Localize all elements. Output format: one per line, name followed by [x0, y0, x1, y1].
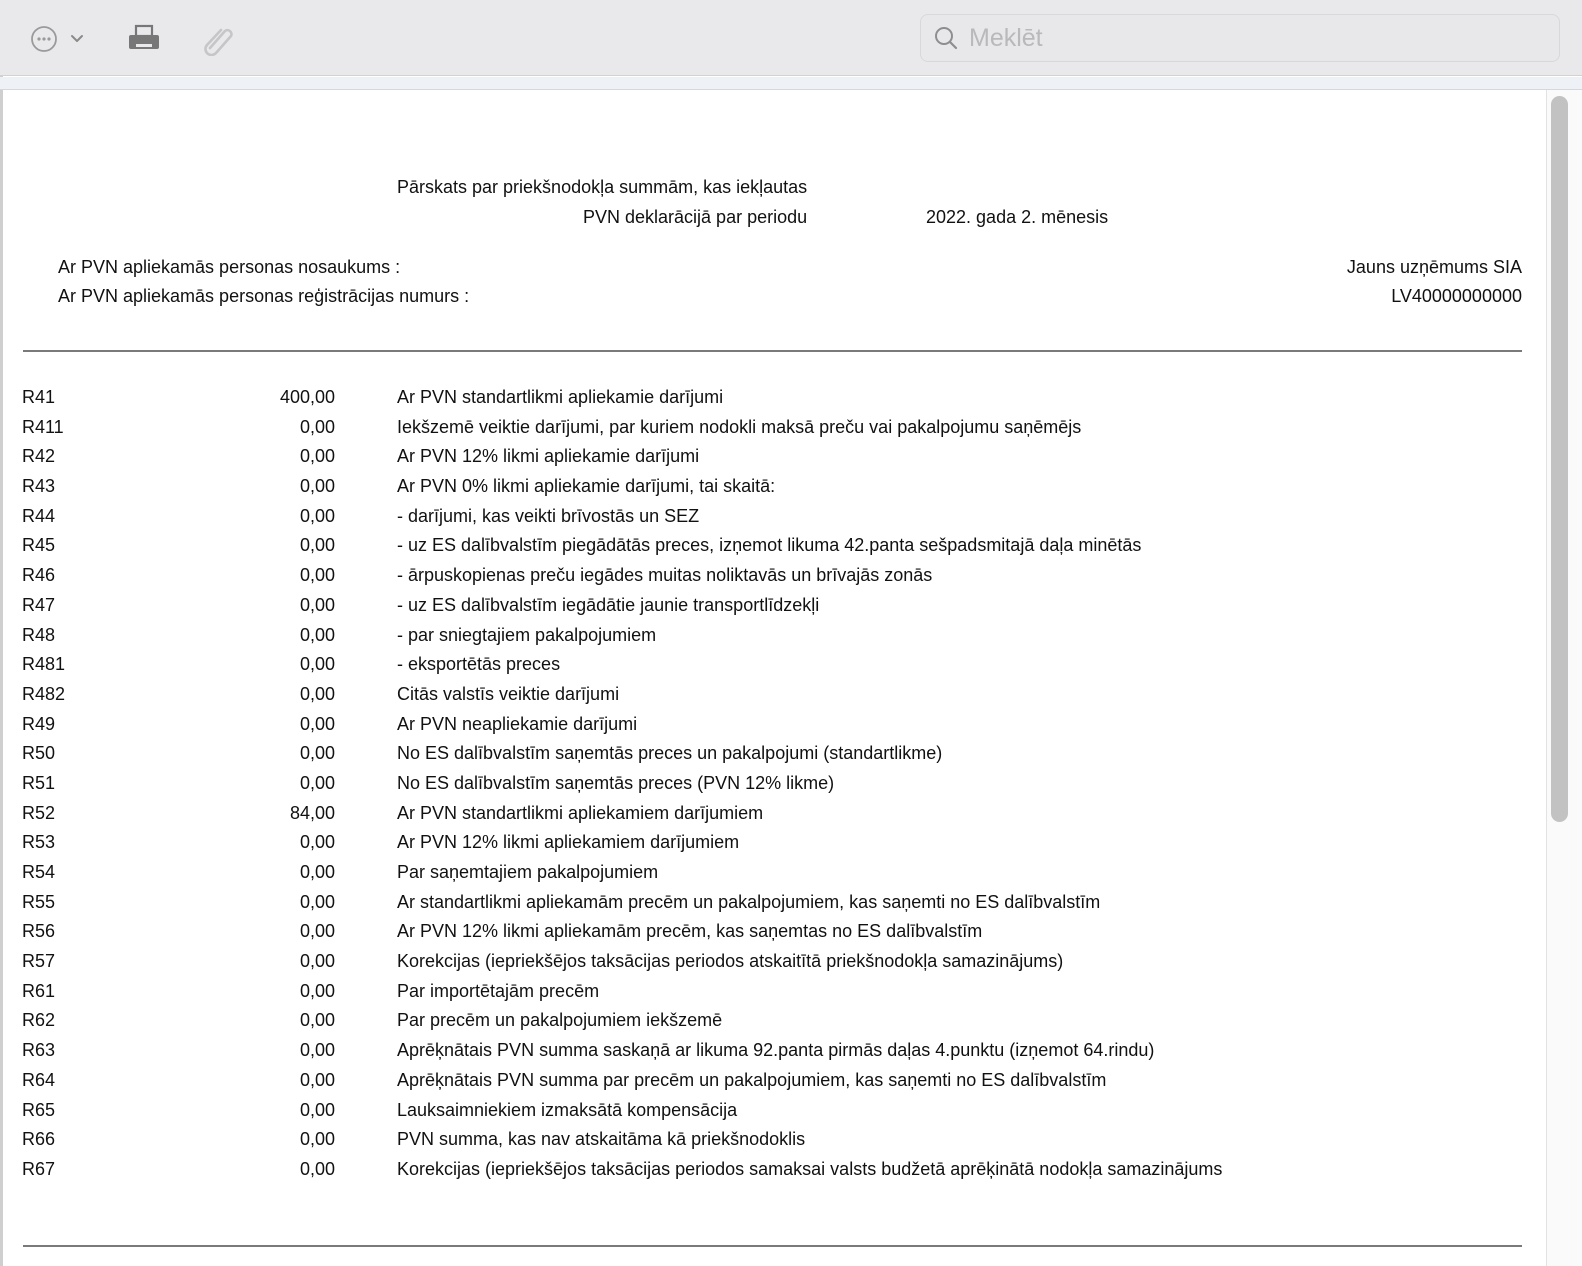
table-row — [0, 862, 1546, 892]
row-description: Korekcijas (iepriekšējos taksācijas periodos atskaitītā priekšnodokļa samazinājums) — [397, 951, 1064, 972]
row-amount: 0,00 — [299, 654, 335, 675]
row-amount: 0,00 — [299, 772, 335, 793]
row-description: Ar PVN standartlikmi apliekamiem darījumiem — [397, 802, 764, 823]
row-amount: 0,00 — [299, 713, 335, 734]
row-code: R411 — [22, 416, 64, 437]
row-amount: 0,00 — [299, 535, 335, 556]
printer-icon — [127, 24, 161, 54]
row-description: No ES dalībvalstīm saņemtās preces un pakalpojumi (standartlikme) — [397, 743, 943, 764]
row-amount: 0,00 — [299, 683, 335, 704]
table-row — [0, 921, 1546, 951]
row-amount: 0,00 — [299, 951, 335, 972]
row-description: - uz ES dalībvalstīm iegādātie jaunie transportlīdzekļi — [397, 594, 820, 615]
row-description: - uz ES dalībvalstīm piegādātās preces, izņemot likuma 42.panta sešpadsmitajā daļa minētās — [397, 535, 1142, 556]
table-row — [0, 832, 1546, 862]
row-code: R51 — [22, 772, 56, 793]
row-description: No ES dalībvalstīm saņemtās preces (PVN 12% likme) — [397, 772, 835, 793]
table-row — [0, 417, 1546, 447]
search-box[interactable] — [920, 14, 1560, 62]
table-row — [0, 506, 1546, 536]
table-row — [0, 1159, 1546, 1189]
row-amount: 0,00 — [299, 980, 335, 1001]
divider-bottom — [23, 1245, 1522, 1247]
table-row — [0, 476, 1546, 506]
row-code: R62 — [22, 1010, 56, 1031]
registration-number-value: LV40000000000 — [1391, 286, 1522, 306]
row-amount: 0,00 — [299, 891, 335, 912]
attach-button[interactable] — [198, 20, 238, 58]
row-code: R56 — [22, 921, 56, 942]
taxpayer-name-value: Jauns uzņēmums SIA — [1346, 257, 1522, 277]
table-row — [0, 714, 1546, 744]
row-description: - par sniegtajiem pakalpojumiem — [397, 624, 657, 645]
row-code: R48 — [22, 624, 56, 645]
row-description: Par precēm un pakalpojumiem iekšzemē — [397, 1010, 723, 1031]
table-row — [0, 1129, 1546, 1159]
row-code: R45 — [22, 535, 56, 556]
table-row — [0, 625, 1546, 655]
row-amount: 0,00 — [299, 1099, 335, 1120]
row-description: - eksportētās preces — [397, 654, 561, 675]
table-row — [0, 387, 1546, 417]
row-description: - darījumi, kas veikti brīvostās un SEZ — [397, 505, 700, 526]
row-code: R481 — [22, 654, 66, 675]
report-title: Pārskats par priekšnodokļa summām, kas iekļautas — [397, 177, 808, 197]
table-row — [0, 1010, 1546, 1040]
row-description: Iekšzemē veiktie darījumi, par kuriem nodokli maksā preču vai pakalpojumu saņēmējs — [397, 416, 1082, 437]
report-document — [0, 90, 1546, 1266]
row-amount: 0,00 — [299, 832, 335, 853]
row-code: R53 — [22, 832, 56, 853]
more-actions-button[interactable] — [28, 22, 92, 56]
row-description: - ārpuskopienas preču iegādes muitas noliktavās un brīvajās zonās — [397, 565, 933, 586]
row-amount: 0,00 — [299, 1010, 335, 1031]
row-amount: 0,00 — [299, 446, 335, 467]
registration-number-label: Ar PVN apliekamās personas reģistrācijas numurs : — [58, 286, 470, 306]
row-code: R55 — [22, 891, 56, 912]
row-code: R42 — [22, 446, 56, 467]
row-amount: 0,00 — [299, 594, 335, 615]
table-row — [0, 803, 1546, 833]
paperclip-icon — [201, 22, 235, 56]
row-code: R49 — [22, 713, 56, 734]
table-row — [0, 981, 1546, 1011]
row-amount: 0,00 — [299, 921, 335, 942]
row-code: R52 — [22, 802, 56, 823]
row-code: R66 — [22, 1129, 56, 1150]
row-amount: 0,00 — [299, 1129, 335, 1150]
table-row — [0, 1100, 1546, 1130]
row-code: R41 — [22, 387, 56, 407]
toolbar — [0, 0, 1582, 76]
table-row — [0, 892, 1546, 922]
row-description: Korekcijas (iepriekšējos taksācijas periodos samaksai valsts budžetā aprēķinātā nodokļa samazinājums — [397, 1158, 1223, 1179]
search-icon — [933, 25, 959, 51]
row-description: Ar PVN 0% likmi apliekamie darījumi, tai skaitā: — [397, 476, 776, 497]
report-rows — [0, 387, 1546, 1189]
row-code: R65 — [22, 1099, 56, 1120]
table-row — [0, 773, 1546, 803]
row-description: Ar PVN 12% likmi apliekamie darījumi — [397, 446, 700, 467]
row-description: PVN summa, kas nav atskaitāma kā priekšnodoklis — [397, 1129, 806, 1150]
row-code: R47 — [22, 594, 56, 615]
table-row — [0, 1040, 1546, 1070]
row-description: Ar PVN 12% likmi apliekamiem darījumiem — [397, 832, 740, 853]
scrollbar-thumb[interactable] — [1551, 96, 1568, 822]
row-amount: 0,00 — [299, 1040, 335, 1061]
row-description: Par saņemtajiem pakalpojumiem — [397, 862, 659, 882]
row-code: R54 — [22, 862, 56, 882]
row-description: Citās valstīs veiktie darījumi — [397, 683, 620, 704]
table-row — [0, 743, 1546, 773]
row-code: R64 — [22, 1069, 56, 1090]
row-amount: 0,00 — [299, 1158, 335, 1179]
row-amount: 0,00 — [299, 476, 335, 497]
row-code: R46 — [22, 565, 56, 586]
row-code: R63 — [22, 1040, 56, 1061]
row-description: Aprēķnātais PVN summa saskaņā ar likuma 92.panta pirmās daļas 4.punktu (izņemot 64.rindu) — [397, 1040, 1155, 1061]
row-description: Ar PVN standartlikmi apliekamie darījumi — [397, 387, 724, 407]
row-code: R67 — [22, 1158, 56, 1179]
row-description: Ar PVN 12% likmi apliekamām precēm, kas saņemtas no ES dalībvalstīm — [397, 921, 983, 942]
row-amount: 0,00 — [299, 565, 335, 586]
row-description: Lauksaimniekiem izmaksātā kompensācija — [397, 1099, 738, 1120]
ellipsis-circle-icon — [28, 22, 92, 56]
taxpayer-name-label: Ar PVN apliekamās personas nosaukums : — [58, 257, 401, 277]
row-code: R50 — [22, 743, 56, 764]
divider-top — [23, 350, 1522, 352]
table-row — [0, 951, 1546, 981]
row-amount: 0,00 — [299, 862, 335, 882]
header-divider — [0, 77, 1582, 90]
row-code: R43 — [22, 476, 56, 497]
table-row — [0, 1070, 1546, 1100]
row-amount: 0,00 — [299, 505, 335, 526]
chevron-down-icon — [72, 36, 82, 41]
print-button[interactable] — [124, 20, 164, 58]
table-row — [0, 535, 1546, 565]
table-row — [0, 684, 1546, 714]
table-row — [0, 565, 1546, 595]
table-row — [0, 446, 1546, 476]
row-amount: 0,00 — [299, 624, 335, 645]
report-period: 2022. gada 2. mēnesis — [926, 207, 1109, 227]
row-description: Ar standartlikmi apliekamām precēm un pakalpojumiem, kas saņemti no ES dalībvalstīm — [397, 891, 1101, 912]
row-description: Par importētajām precēm — [397, 980, 600, 1001]
row-code: R482 — [22, 683, 66, 704]
row-amount: 84,00 — [289, 802, 335, 823]
row-code: R44 — [22, 505, 56, 526]
row-description: Ar PVN neapliekamie darījumi — [397, 713, 638, 734]
row-amount: 400,00 — [279, 387, 335, 407]
row-amount: 0,00 — [299, 1069, 335, 1090]
report-subtitle: PVN deklarācijā par periodu — [583, 207, 808, 227]
row-description: Aprēķnātais PVN summa par precēm un pakalpojumiem, kas saņemti no ES dalībvalstīm — [397, 1069, 1107, 1090]
row-code: R61 — [22, 980, 56, 1001]
search-input[interactable] — [969, 24, 1529, 53]
row-amount: 0,00 — [299, 743, 335, 764]
row-amount: 0,00 — [299, 416, 335, 437]
row-code: R57 — [22, 951, 56, 972]
table-row — [0, 654, 1546, 684]
table-row — [0, 595, 1546, 625]
